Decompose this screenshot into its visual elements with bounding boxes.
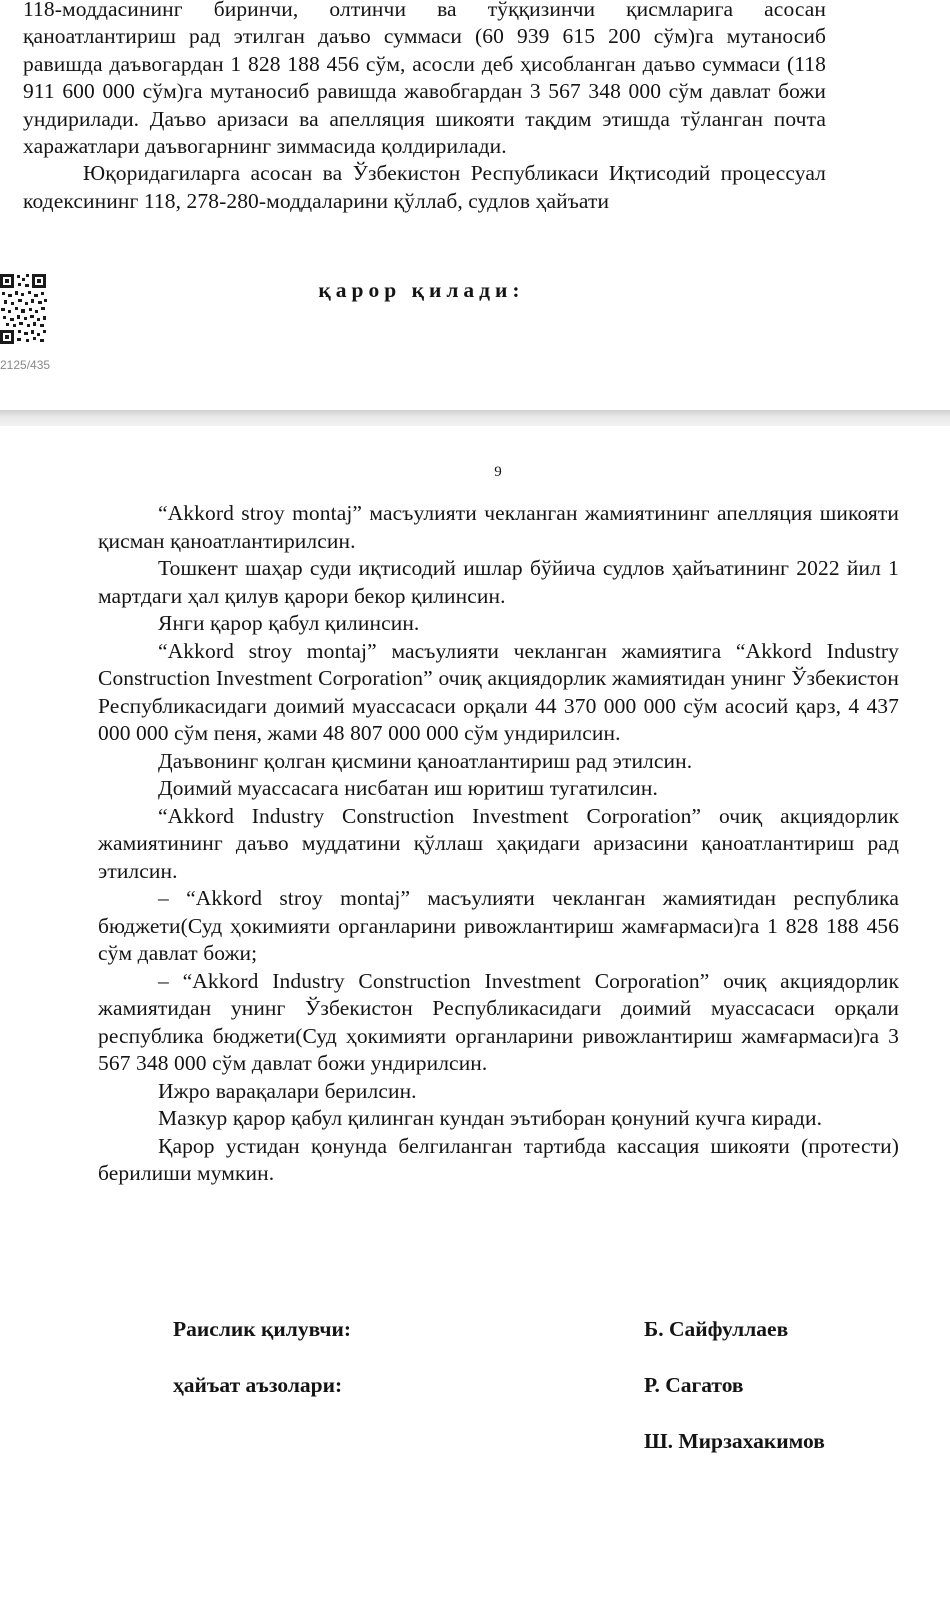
paragraph: Қарор устидан қонунда белгиланган тартибда кассация шикояти (протести) берилиши мумкин. <box>98 1133 899 1185</box>
paragraph: – “Akkord Industry Construction Investment Corporation” очиқ акциядорлик жамиятидан унинг Ўзбекистон Республикасидаги доимий муассасаси орқали республика бюджети(Суд ҳокимияти органларини ривожлантириш жамғармаси)га 3 567 348 000 сўм давлат божи ундирилсин. <box>98 968 899 1075</box>
page-number: 9 <box>494 464 502 480</box>
previous-page-text <box>23 0 826 215</box>
paragraph: Тошкент шаҳар суди иқтисодий ишлар бўйича судлов ҳайъатининг 2022 йил 1 мартдаги ҳал қилув қарори бекор қилинсин. <box>98 556 899 608</box>
paragraph: Янги қарор қабул қилинсин. <box>158 611 420 635</box>
case-number: 2125/435 <box>0 358 51 372</box>
paragraph: 118-моддасининг биринчи, олтинчи ва тўққизинчи қисмларига асосан қаноатлантириш рад этилган даъво суммаси (60 939 615 200 сўм)га мутаносиб равишда даъвогардан 1 828 188 456 сўм, асосли деб ҳисобланган даъво суммаси (118 911 600 000 сўм)га мутаносиб равишда жавобгардан 3 567 348 000 сўм давлат божи ундирилади. Даъво аризаси ва апелляция шикояти тақдим этишда тўланган почта харажатлари даъвогарнинг зиммасида қолдирилади. <box>23 0 826 159</box>
decree-heading: қарор қилади: <box>318 278 525 302</box>
ruling-text <box>98 500 899 1188</box>
paragraph: Даъвонинг қолган қисмини қаноатлантириш рад этилсин. <box>158 748 693 773</box>
paragraph: “Akkord stroy montaj” масъулияти чекланган жамиятига “Akkord Industry Construction Investment Corporation” очиқ акциядорлик жамиятидан унинг Ўзбекистон Республикасидаги доимий муассасаси орқали 44 370 000 000 сўм асосий қарз, 4 437 000 000 сўм пеня, жами 48 807 000 000 сўм ундирилсин. <box>98 638 899 745</box>
paragraph: Юқоридагиларга асосан ва Ўзбекистон Республикаси Иқтисодий процессуал кодексининг 118, 278-280-моддаларини қўллаб, судлов ҳайъати <box>23 161 826 213</box>
chair-label: Раислик қилувчи: <box>173 1317 352 1341</box>
previous-page-section <box>0 0 950 400</box>
member-name: Ш. Мирзахакимов <box>644 1429 825 1453</box>
paragraph: “Akkord Industry Construction Investment Corporation” очиқ акциядорлик жамиятининг даъво муддатини қўллаш ҳақидаги аризасини қаноатлантириш рад этилсин. <box>98 803 899 883</box>
members-label: ҳайъат аъзолари: <box>173 1373 343 1397</box>
page-separator <box>0 410 950 426</box>
paragraph: Мазкур қарор қабул қилинган кундан эътиборан қонуний кучга киради. <box>158 1106 823 1130</box>
paragraph: Ижро варақалари берилсин. <box>158 1078 417 1103</box>
paragraph: – “Akkord stroy montaj” масъулияти чекланган жамиятидан республика бюджети(Суд ҳокимияти органларини ривожлантириш жамғармаси)га 1 828 188 456 сўм давлат божи; <box>98 886 899 965</box>
member-name: Р. Сагатов <box>644 1373 744 1397</box>
paragraph: “Akkord stroy montaj” масъулияти чекланган жамиятининг апелляция шикояти қисман қаноатлантирилсин. <box>98 501 899 553</box>
qr-code-icon <box>0 272 48 346</box>
paragraph: Доимий муассасага нисбатан иш юритиш тугатилсин. <box>158 776 658 800</box>
chair-name: Б. Сайфуллаев <box>644 1317 789 1341</box>
